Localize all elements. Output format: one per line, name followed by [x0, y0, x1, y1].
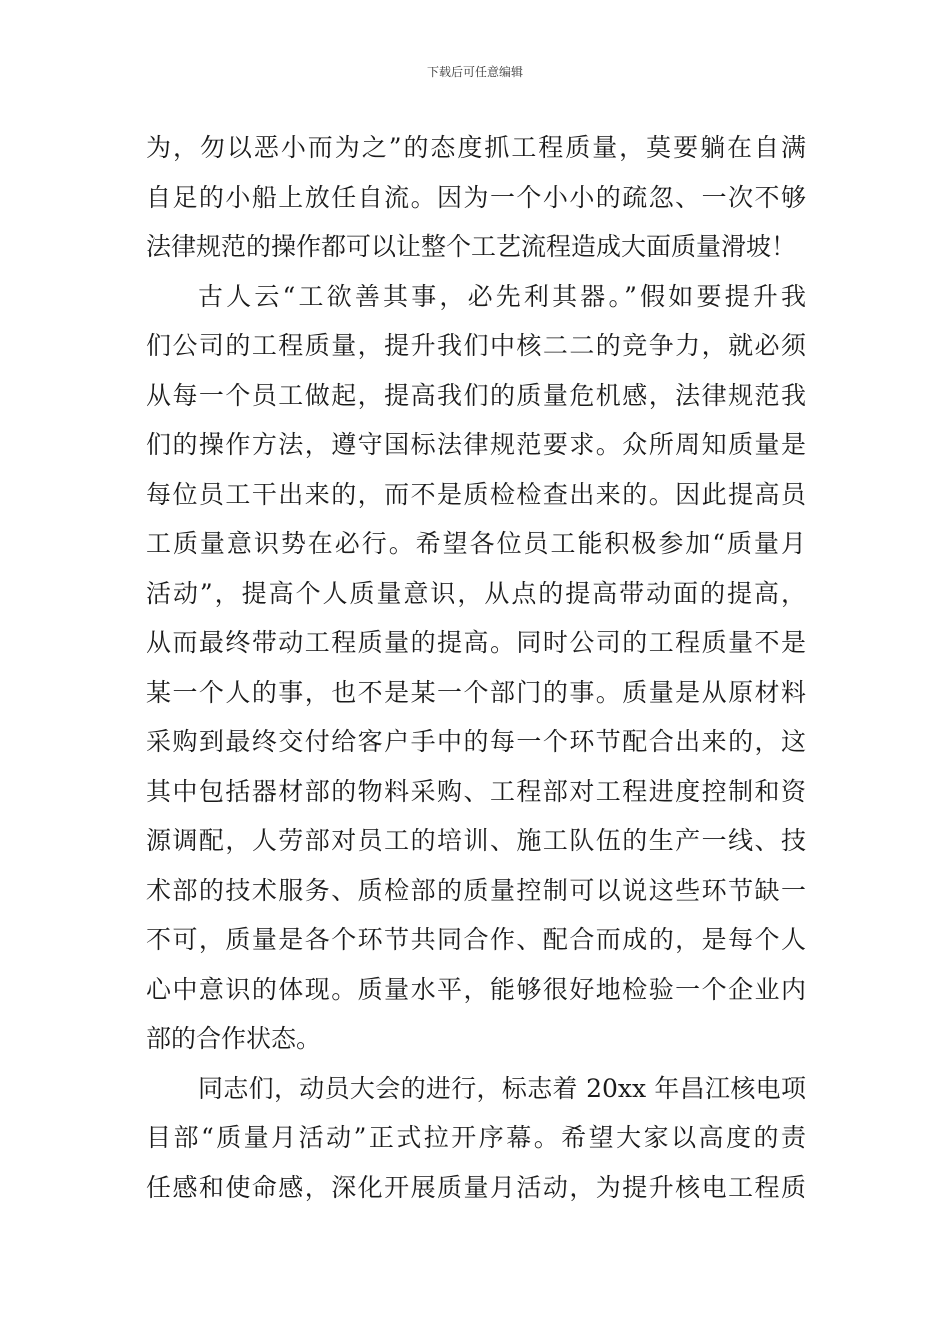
text-line: 术部的技术服务、质检部的质量控制可以说这些环节缺一 [146, 875, 806, 905]
text-line: 不可，质量是各个环节共同合作、配合而成的，是每个人 [146, 925, 806, 954]
text-line: 源调配，人劳部对员工的培训、施工队伍的生产一线、技 [146, 826, 806, 855]
text-line: 古人云“工欲善其事，必先利其器。”假如要提升我 [198, 281, 806, 311]
text-line: 从而最终带动工程质量的提高。同时公司的工程质量不是 [146, 628, 806, 657]
text-line: 们公司的工程质量，提升我们中核二二的竞争力，就必须 [146, 331, 806, 360]
text-line: 心中意识的体现。质量水平，能够很好地检验一个企业内 [146, 974, 806, 1004]
text-line: 们的操作方法，遵守国标法律规范要求。众所周知质量是 [146, 430, 806, 459]
text-line: 部的合作状态。 [146, 1024, 322, 1053]
text-line: 每位员工干出来的，而不是质检检查出来的。因此提高员 [146, 479, 806, 509]
text-line: 采购到最终交付给客户手中的每一个环节配合出来的，这 [146, 727, 806, 756]
text-line: 从每一个员工做起，提高我们的质量危机感，法律规范我 [146, 380, 806, 410]
text-line: 某一个人的事，也不是某一个部门的事。质量是从原材料 [146, 677, 806, 707]
text-line: 为，勿以恶小而为之”的态度抓工程质量，莫要躺在自满 [146, 133, 806, 162]
text-line: 活动”，提高个人质量意识，从点的提高带动面的提高， [146, 578, 806, 608]
text-line: 法律规范的操作都可以让整个工艺流程造成大面质量滑坡！ [146, 232, 797, 261]
text-line: 任感和使命感，深化开展质量月活动，为提升核电工程质 [146, 1172, 806, 1202]
text-line: 自足的小船上放任自流。因为一个小小的疏忽、一次不够 [146, 182, 806, 212]
text-line: 工质量意识势在必行。希望各位员工能积极参加“质量月 [146, 529, 806, 558]
page-header: 下载后可任意编辑 [426, 65, 523, 79]
document-body [146, 123, 806, 1212]
text-line: 同志们，动员大会的进行，标志着 20xx 年昌江核电项 [198, 1073, 806, 1103]
text-line: 其中包括器材部的物料采购、工程部对工程进度控制和资 [146, 776, 806, 806]
text-line: 目部“质量月活动”正式拉开序幕。希望大家以高度的责 [146, 1123, 806, 1152]
